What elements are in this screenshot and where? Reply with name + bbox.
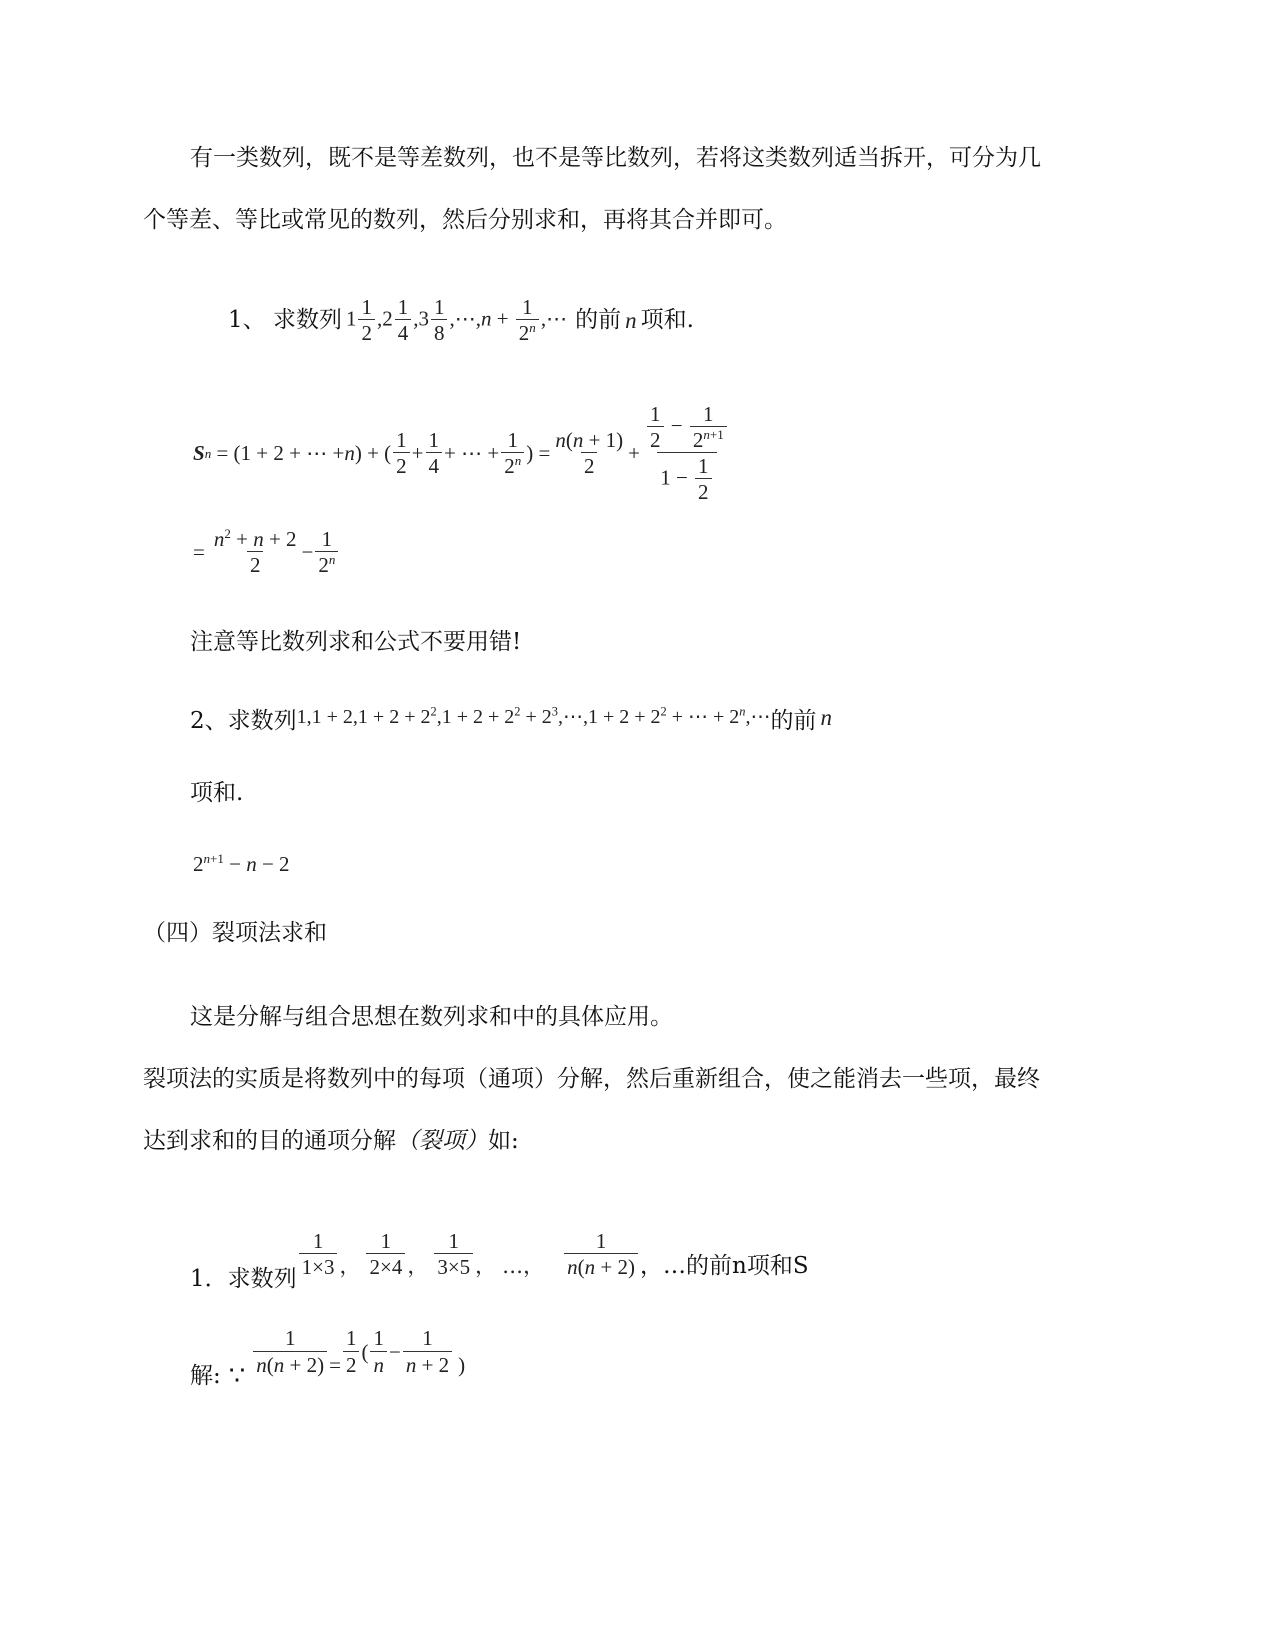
example1-prefix: 1、 求数列 xyxy=(228,307,342,334)
example2-question xyxy=(190,703,832,734)
intro-line-1: 有一类数列，既不是等差数列，也不是等比数列，若将这类数列适当拆开，可分为几 xyxy=(190,145,1041,171)
example1-result-formula: = $\frac{n^2 + n + 2}{2}$ − $\frac{1}{2^n}$ xyxy=(193,528,340,577)
example1-suffix-b: 项和. xyxy=(640,307,694,334)
example2-sequence-formula: $1,1 + 2,1 + 2 + 2^2,1 + 2 + 2^2$ + $2^3,\cdots,1 + 2 + 2^2$ + ⋯ + $2^n,\cdots$ xyxy=(296,703,771,728)
example3-solution-formula: $\frac{1}{n(n + 2)}$ = $\frac{1}{2}$ ( $\frac{1}{n}$ − $\frac{1}{n + 2}$ ) xyxy=(251,1327,465,1376)
example1-note: 注意等比数列求和公式不要用错! xyxy=(190,629,522,655)
section4-paragraph-3 xyxy=(143,1130,519,1153)
section4-paragraph-1: 这是分解与组合思想在数列求和中的具体应用。 xyxy=(190,1004,673,1030)
example3-prefix: 1．求数列 xyxy=(190,1266,297,1292)
section4-heading: （四）裂项法求和 xyxy=(143,920,327,946)
example3-dots: …， xyxy=(502,1254,545,1278)
example2-suffix-var: n xyxy=(820,705,832,730)
example1-solution-formula: S n = (1 + 2 + ⋯ + n ) + ( $\frac{1}{2}$ + $\frac{1}{4}$ + ⋯ + $\frac{1}{2^n}$ ) = $\frac{n(n + 1)}{2}$ + $\frac{1}{2}$ − $\frac{1}{2^{n+1}}$ 1 − $\frac{1}{2}$ xyxy=(193,403,734,504)
example3-solution xyxy=(190,1315,465,1389)
example2-result-formula: $2^{n+1} - n - 2$ xyxy=(193,851,290,876)
example3-sep-1: ， xyxy=(339,1254,361,1278)
example1-sequence-formula: 1 $\frac{1}{2}$ ,2 $\frac{1}{4}$ ,3 $\frac{1}{8}$ ,⋯,n + $\frac{1}{2^n}$ ,⋯ xyxy=(345,295,568,346)
example1-suffix-a: 的前 xyxy=(575,307,622,334)
section4-p3a: 达到求和的目的通项分解 xyxy=(143,1128,396,1154)
example3-sol-label: 解: xyxy=(190,1362,221,1389)
example3-tail: ，…的前n项和S xyxy=(640,1253,809,1279)
section4-paragraph-2: 裂项法的实质是将数列中的每项（通项）分解，然后重新组合，使之能消去一些项，最终 xyxy=(143,1066,1040,1092)
example3-question xyxy=(190,1218,809,1291)
example3-sequence-formula: $\frac{1}{1\times 3}$ ， $\frac{1}{2\times 4}$ ， $\frac{1}{3\times 5}$ ， …， $\frac{1}{n(n + 2)}$ xyxy=(297,1230,640,1279)
example2-suffix-a: 的前 xyxy=(770,708,817,734)
because-symbol: ∵ xyxy=(228,1361,246,1391)
example1-suffix-var: n xyxy=(625,308,637,334)
example3-sep-2: ， xyxy=(407,1254,429,1278)
section4-p3c: 如: xyxy=(488,1128,519,1154)
example1-question xyxy=(228,296,694,345)
example2-line2: 项和. xyxy=(190,780,244,806)
intro-line-2: 个等差、等比或常见的数列，然后分别求和，再将其合并即可。 xyxy=(143,207,787,233)
example2-prefix: 2、求数列 xyxy=(190,708,297,734)
example3-sep-3: ， xyxy=(475,1254,497,1278)
section4-p3b: （裂项） xyxy=(396,1128,488,1154)
